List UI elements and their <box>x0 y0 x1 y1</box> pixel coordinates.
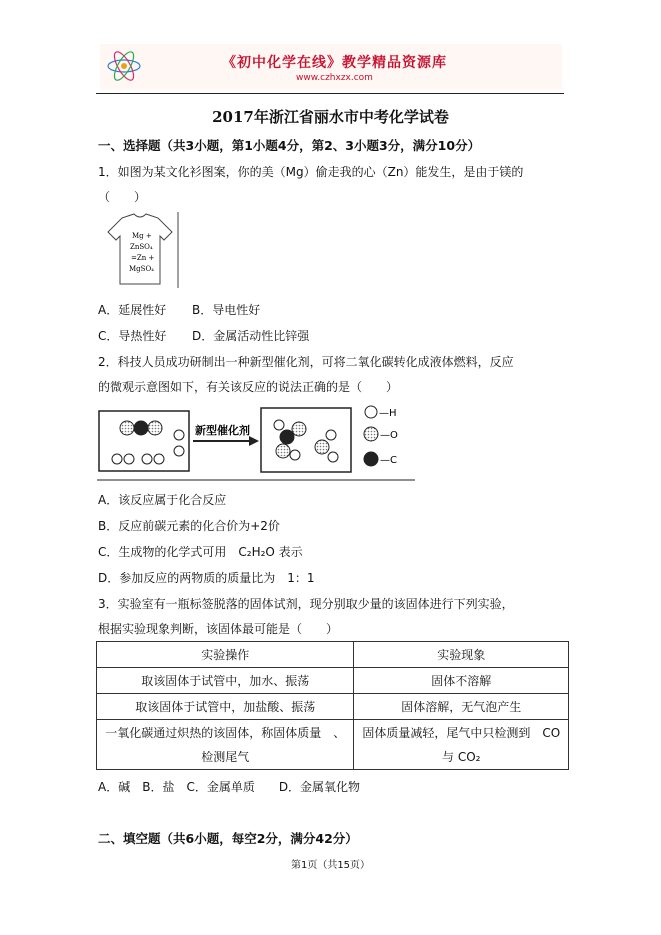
banner-title: 《初中化学在线》教学精品资源库 <box>222 55 447 71</box>
table-row <box>97 668 569 694</box>
table-cell <box>97 720 354 770</box>
table-header-phenomenon: 实验现象 <box>354 642 569 668</box>
q2-option-d: D．参加反应的两物质的质量比为 1：1 <box>98 571 315 585</box>
shirt-text-4: MgSO₄ <box>129 265 154 273</box>
q2-option-b: B．反应前碳元素的化合价为+2价 <box>98 519 280 533</box>
cell-line: 检测尾气 <box>201 749 250 764</box>
q1-option-a: A．延展性好 <box>98 303 167 317</box>
reaction-diagram <box>97 403 417 481</box>
experiment-table <box>96 641 569 770</box>
table-header-operation: 实验操作 <box>97 642 354 668</box>
q1-option-b: B．导电性好 <box>192 303 261 317</box>
header-banner <box>100 44 562 90</box>
tshirt-figure <box>100 212 180 288</box>
section1-heading: 一、选择题（共3小题，第1小题4分，第2、3小题3分，满分10分） <box>98 138 481 153</box>
page-footer: 第1页（共15页） <box>290 860 371 871</box>
legend-c: —C <box>380 455 397 466</box>
q3-stem-line2: 根据实验现象判断，该固体最可能是（ ） <box>98 622 339 636</box>
q2-option-a: A．该反应属于化合反应 <box>98 493 227 507</box>
q3-stem-line1: 3．实验室有一瓶标签脱落的固体试剂，现分别取少量的该固体进行下列实验， <box>98 597 514 611</box>
q2-stem-line1: 2．科技人员成功研制出一种新型催化剂，可将二氧化碳转化成液体燃料，反应 <box>98 355 514 369</box>
legend-o: —O <box>380 430 398 441</box>
q1-stem-line2: （ ） <box>98 190 147 204</box>
q1-stem-line1: 1．如图为某文化衫图案，你的美（Mg）偷走我的心（Zn）能发生，是由于镁的 <box>98 165 524 179</box>
table-cell <box>354 720 569 770</box>
section2-heading: 二、填空题（共6小题，每空2分，满分42分） <box>98 831 358 846</box>
q1-option-c: C．导热性好 <box>98 329 167 343</box>
table-cell: 取该固体于试管中，加盐酸、振荡 <box>97 694 354 720</box>
table-header-row <box>97 642 569 668</box>
atom-logo-icon <box>106 48 142 84</box>
table-row <box>97 720 569 770</box>
legend-h: —H <box>379 408 397 419</box>
banner-url[interactable]: www.czhxzx.com <box>296 73 373 83</box>
q3-options: A．碱 B．盐 C．金属单质 D．金属氧化物 <box>98 780 361 794</box>
q1-option-d: D．金属活动性比锌强 <box>192 329 310 343</box>
table-cell: 固体溶解，无气泡产生 <box>354 694 569 720</box>
cell-line: 固体质量减轻，尾气中只检测到 CO <box>362 725 561 740</box>
shirt-text-3: =Zn + <box>131 254 155 262</box>
header-rule <box>96 93 564 94</box>
cell-line: 与 CO₂ <box>442 749 481 764</box>
table-cell: 固体不溶解 <box>354 668 569 694</box>
table-cell: 取该固体于试管中，加水、振荡 <box>97 668 354 694</box>
shirt-text-2: ZnSO₄ <box>130 243 153 251</box>
arrow-label: 新型催化剂 <box>195 424 250 437</box>
q2-option-c: C．生成物的化学式可用 C₂H₂O 表示 <box>98 545 303 559</box>
cell-line: 一氧化碳通过炽热的该固体，称固体质量 、 <box>105 725 346 740</box>
q2-stem-line2: 的微观示意图如下，有关该反应的说法正确的是（ ） <box>98 380 399 394</box>
page-title: 2017年浙江省丽水市中考化学试卷 <box>212 108 449 126</box>
table-row <box>97 694 569 720</box>
shirt-text-1: Mg + <box>132 232 152 240</box>
